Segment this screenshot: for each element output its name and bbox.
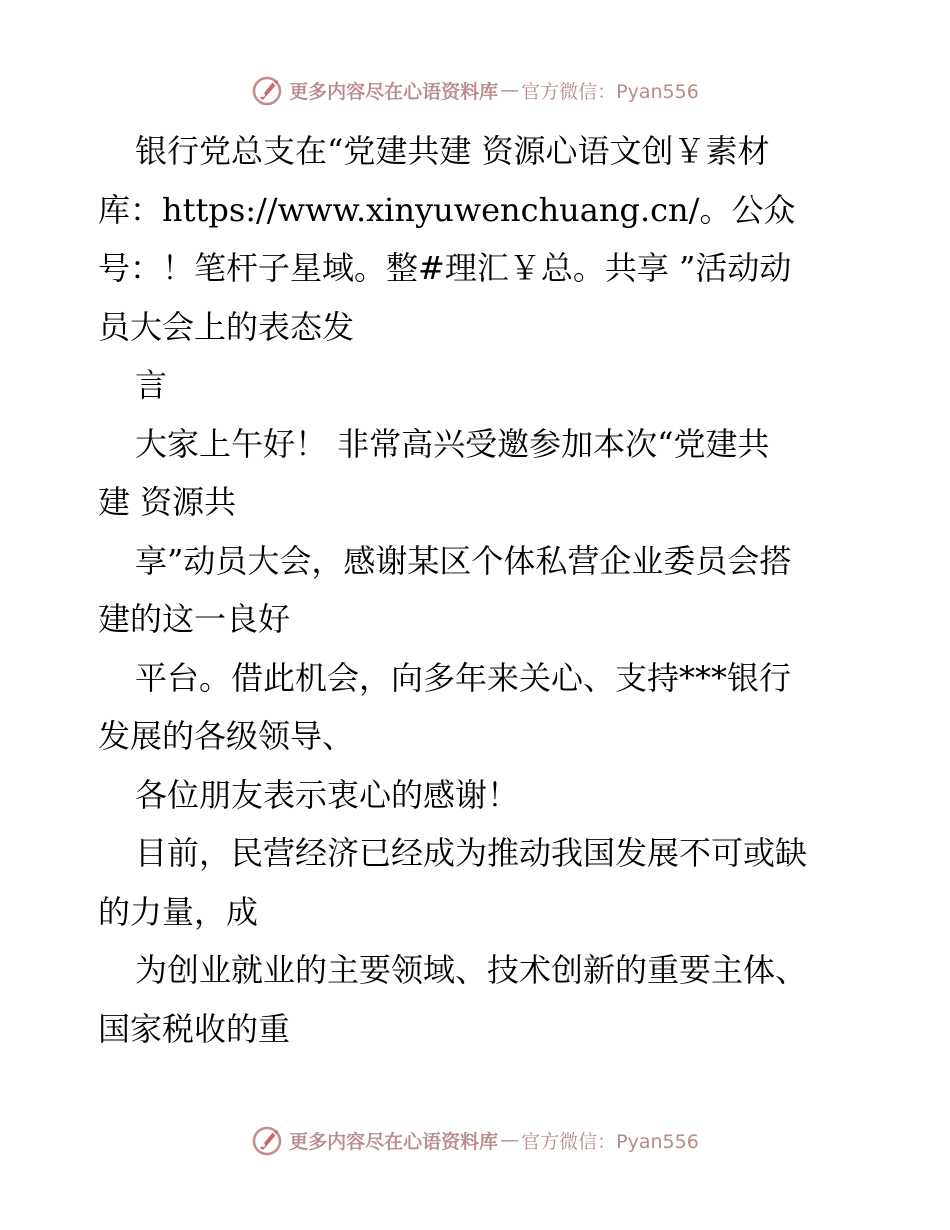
text-line: 言 bbox=[135, 366, 168, 404]
text-line: 为创业就业的主要领域、技术创新的重要主体、 bbox=[135, 951, 808, 989]
banner-separator: — bbox=[500, 79, 520, 101]
text-line: 平台。借此机会，向多年来关心、支持***银行 bbox=[135, 658, 792, 697]
text-line: 建的这一良好 bbox=[98, 600, 291, 638]
text-line: 的力量，成 bbox=[98, 892, 259, 931]
text-line: 国家税收的重 bbox=[98, 1009, 291, 1048]
text-line: 银行党总支在“党建共建 资源心语文创￥素材 bbox=[135, 132, 770, 170]
text-line: 大家上午好！ 非常高兴受邀参加本次“党建共 bbox=[135, 424, 770, 463]
banner-separator: — bbox=[500, 1129, 520, 1151]
text-line: 库：https://www.xinyuwenchuang.cn/。公众 bbox=[98, 190, 796, 229]
pen-logo-icon bbox=[251, 1123, 285, 1157]
text-line: 号：！笔杆子星域。整#理汇￥总。共享 ”活动动 bbox=[98, 249, 792, 287]
text-line: 发展的各级领导、 bbox=[98, 717, 355, 755]
text-line: 享”动员大会，感谢某区个体私营企业委员会搭 bbox=[135, 541, 792, 580]
banner-title: 更多内容尽在心语资料库 bbox=[289, 80, 499, 103]
banner-title: 更多内容尽在心语资料库 bbox=[289, 1130, 499, 1153]
pen-logo-icon bbox=[251, 73, 285, 107]
footer-banner bbox=[0, 1120, 950, 1160]
text-line: 目前，民营经济已经成为推动我国发展不可或缺 bbox=[135, 834, 808, 872]
text-line: 建 资源共 bbox=[98, 483, 237, 521]
header-banner bbox=[0, 70, 950, 110]
banner-contact: 官方微信：Pyan556 bbox=[521, 80, 699, 103]
banner-contact: 官方微信：Pyan556 bbox=[521, 1130, 699, 1153]
document-body bbox=[98, 122, 858, 1058]
text-line: 各位朋友表示衷心的感谢！ bbox=[135, 775, 520, 814]
text-line: 员大会上的表态发 bbox=[98, 307, 355, 346]
